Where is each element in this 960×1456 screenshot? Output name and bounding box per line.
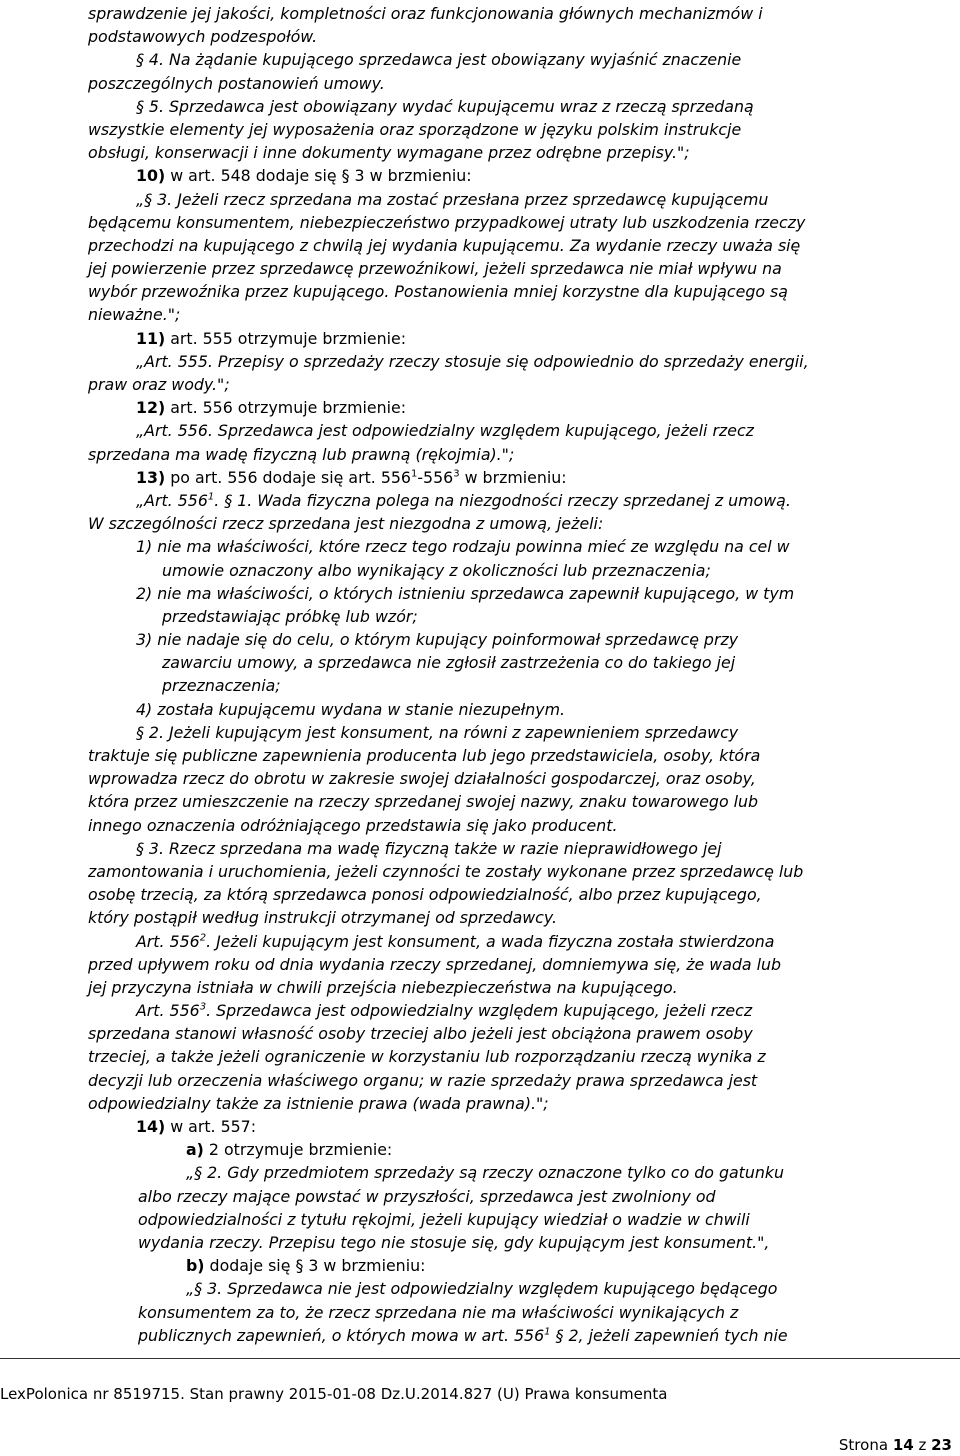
text-line: odpowiedzialny także za istnienie prawa (wada prawna)."; [88,1093,549,1113]
superscript: 3 [199,1001,207,1013]
text-line [88,930,950,953]
text-line: sprzedana ma wadę fizyczną lub prawną (rękojmia)."; [88,444,515,464]
text-line: wybór przewoźnika przez kupującego. Postanowienia mniej korzystne dla kupującego są [88,282,788,302]
amendment-point [88,164,950,187]
text-line: decyzji lub orzeczenia właściwego organu; w razie sprzedaży prawa sprzedawca jest [88,1070,758,1090]
text-line: umowie oznaczony albo wynikający z okoliczności lub przeznaczenia; [162,560,711,580]
page-number [839,1436,952,1454]
text-line [88,999,950,1022]
point-text: w brzmieniu: [459,467,567,487]
text-line: praw oraz wody."; [88,375,230,394]
point-number: 10) [136,166,166,186]
amendment-subpoint [88,1254,950,1277]
text-line: § 4. Na żądanie kupującego sprzedawca jest obowiązany wyjaśnić znaczenie [136,50,742,70]
text-line: „§ 3. Sprzedawca nie jest odpowiedzialny względem kupującego będącego [186,1279,778,1299]
article-ref: Art. 556 [136,1001,200,1021]
point-text: -556 [417,467,454,487]
text-line: sprawdzenie jej jakości, kompletności oraz funkcjonowania głównych mechanizmów i [88,4,763,23]
point-text: art. 555 otrzymuje brzmienie: [165,328,407,348]
text-line: będącemu konsumentem, niebezpieczeństwo przypadkowej utraty lub uszkodzenia rzeczy [88,212,806,232]
text-line: przedstawiając próbkę lub wzór; [162,606,418,626]
amendment-point [88,327,950,350]
text-line: poszczególnych postanowień umowy. [88,73,385,93]
text-line: przed upływem roku od dnia wydania rzeczy sprzedanej, domniemywa się, że wada lub [88,954,782,974]
subpoint-letter: a) [186,1140,204,1160]
text-line [88,489,950,512]
text-line: wydania rzeczy. Przepisu tego nie stosuje się, gdy kupującym jest konsument.", [138,1232,770,1252]
text-line: § 5. Sprzedawca jest obowiązany wydać kupującemu wraz z rzeczą sprzedaną [136,96,754,116]
text-line: trzeciej, a także jeżeli ograniczenie w korzystaniu lub rozporządzaniu rzeczą wynika z [88,1047,766,1067]
list-item: 3) nie nadaje się do celu, o którym kupujący poinformował sprzedawcę przy [136,630,739,650]
footer-divider [0,1358,960,1359]
text-line: obsługi, konserwacji i inne dokumenty wymagane przez odrębne przepisy."; [88,143,690,163]
document-body [88,2,950,1347]
text-line: „Art. 555. Przepisy o sprzedaży rzeczy stosuje się odpowiednio do sprzedaży energii, [136,351,809,371]
text-line: wprowadza rzecz do obrotu w zakresie swojej działalności gospodarczej, oraz osoby, [88,769,756,789]
page-separator: z [918,1436,927,1454]
text-line: albo rzeczy mające powstać w przyszłości, sprzedawca jest zwolniony od [138,1186,716,1206]
text-line: który postąpił według instrukcji otrzymanej od sprzedawcy. [88,908,558,928]
superscript: 2 [199,932,207,944]
point-number: 11) [136,328,166,348]
text-line: która przez umieszczenie na rzeczy sprzedanej swojej nazwy, znaku towarowego lub [88,792,759,812]
text-line: wszystkie elementy jej wyposażenia oraz sporządzone w języku polskim instrukcje [88,119,742,139]
list-item: 4) została kupującemu wydana w stanie niezupełnym. [136,699,565,719]
superscript: 1 [410,468,418,480]
footer-source: LexPolonica nr 8519715. Stan prawny 2015-01-08 Dz.U.2014.827 (U) Prawa konsumenta [0,1385,668,1403]
point-text: w art. 557: [165,1117,257,1136]
text-line: zamontowania i uruchomienia, jeżeli czynności te zostały wykonane przez sprzedawcę lub [88,861,804,881]
text-line: traktuje się publiczne zapewnienia producenta lub jego przedstawiciela, osoby, która [88,746,761,765]
superscript: 1 [207,491,215,503]
text-line: odpowiedzialności z tytułu rękojmi, jeżeli kupujący wiedział o wadzie w chwili [138,1209,750,1229]
text-line: przechodzi na kupującego z chwilą jej wydania kupującemu. Za wydanie rzeczy uważa się [88,235,801,255]
text-line: „§ 2. Gdy przedmiotem sprzedaży są rzeczy oznaczone tylko co do gatunku [186,1163,785,1183]
superscript: 1 [544,1326,551,1338]
text-line: jej powierzenie przez sprzedawcę przewoźnikowi, jeżeli sprzedawca nie miał wpływu na [88,259,782,279]
superscript: 3 [453,468,460,480]
text-line: zawarciu umowy, a sprzedawca nie zgłosił zastrzeżenia co do takiego jej [162,653,736,673]
amendment-point [88,1115,950,1138]
text-line: przeznaczenia; [162,676,281,696]
amendment-point [88,466,950,489]
text-line: § 2. Jeżeli kupującym jest konsument, na równi z zapewnieniem sprzedawcy [136,722,739,742]
text-line: sprzedana stanowi własność osoby trzeciej albo jeżeli jest obciążona prawem osoby [88,1024,753,1044]
list-item: 1) nie ma właściwości, które rzecz tego rodzaju powinna mieć ze względu na cel w [136,537,790,557]
page-total: 23 [931,1436,952,1454]
point-number: 14) [136,1117,166,1136]
subpoint-text: 2 otrzymuje brzmienie: [203,1140,393,1160]
text-line [88,1324,950,1347]
text-line: innego oznaczenia odróżniającego przedstawia się jako producent. [88,815,618,835]
article-text: § 2, jeżeli zapewnień tych nie [550,1325,788,1345]
list-item: 2) nie ma właściwości, o których istnieniu sprzedawca zapewnił kupującego, w tym [136,583,795,603]
point-number: 12) [136,398,166,418]
article-text: publicznych zapewnień, o których mowa w art. 556 [138,1325,545,1345]
text-line: nieważne."; [88,305,181,325]
article-text: . Jeżeli kupującym jest konsument, a wada fizyczna została stwierdzona [206,931,775,951]
point-text: po art. 556 dodaje się art. 556 [165,467,411,487]
page-current: 14 [892,1436,914,1454]
article-ref: Art. 556 [136,931,200,951]
article-text: . Sprzedawca jest odpowiedzialny względem kupującego, jeżeli rzecz [206,1001,753,1021]
article-ref: „Art. 556 [136,490,208,510]
text-line: osobę trzecią, za którą sprzedawca ponosi odpowiedzialność, albo przez kupującego, [88,885,762,905]
point-text: art. 556 otrzymuje brzmienie: [165,398,407,418]
text-line: „Art. 556. Sprzedawca jest odpowiedzialny względem kupującego, jeżeli rzecz [136,421,754,441]
page-label: Strona [838,1436,889,1454]
text-line: podstawowych podzespołów. [88,27,318,47]
point-number: 13) [136,467,166,487]
text-line: konsumentem za to, że rzecz sprzedana nie ma właściwości wynikających z [138,1302,739,1322]
text-line: jej przyczyna istniała w chwili przejścia niebezpieczeństwa na kupującego. [88,977,678,997]
point-text: w art. 548 dodaje się § 3 w brzmieniu: [165,166,472,186]
text-line: § 3. Rzecz sprzedana ma wadę fizyczną także w razie nieprawidłowego jej [136,838,722,858]
amendment-point [88,396,950,419]
text-line: W szczególności rzecz sprzedana jest niezgodna z umową, jeżeli: [88,514,604,534]
article-text: . § 1. Wada fizyczna polega na niezgodności rzeczy sprzedanej z umową. [214,490,791,510]
subpoint-text: dodaje się § 3 w brzmieniu: [204,1256,426,1276]
subpoint-letter: b) [186,1256,205,1276]
amendment-subpoint [88,1138,950,1161]
text-line: „§ 3. Jeżeli rzecz sprzedana ma zostać przesłana przez sprzedawcę kupującemu [136,189,769,209]
